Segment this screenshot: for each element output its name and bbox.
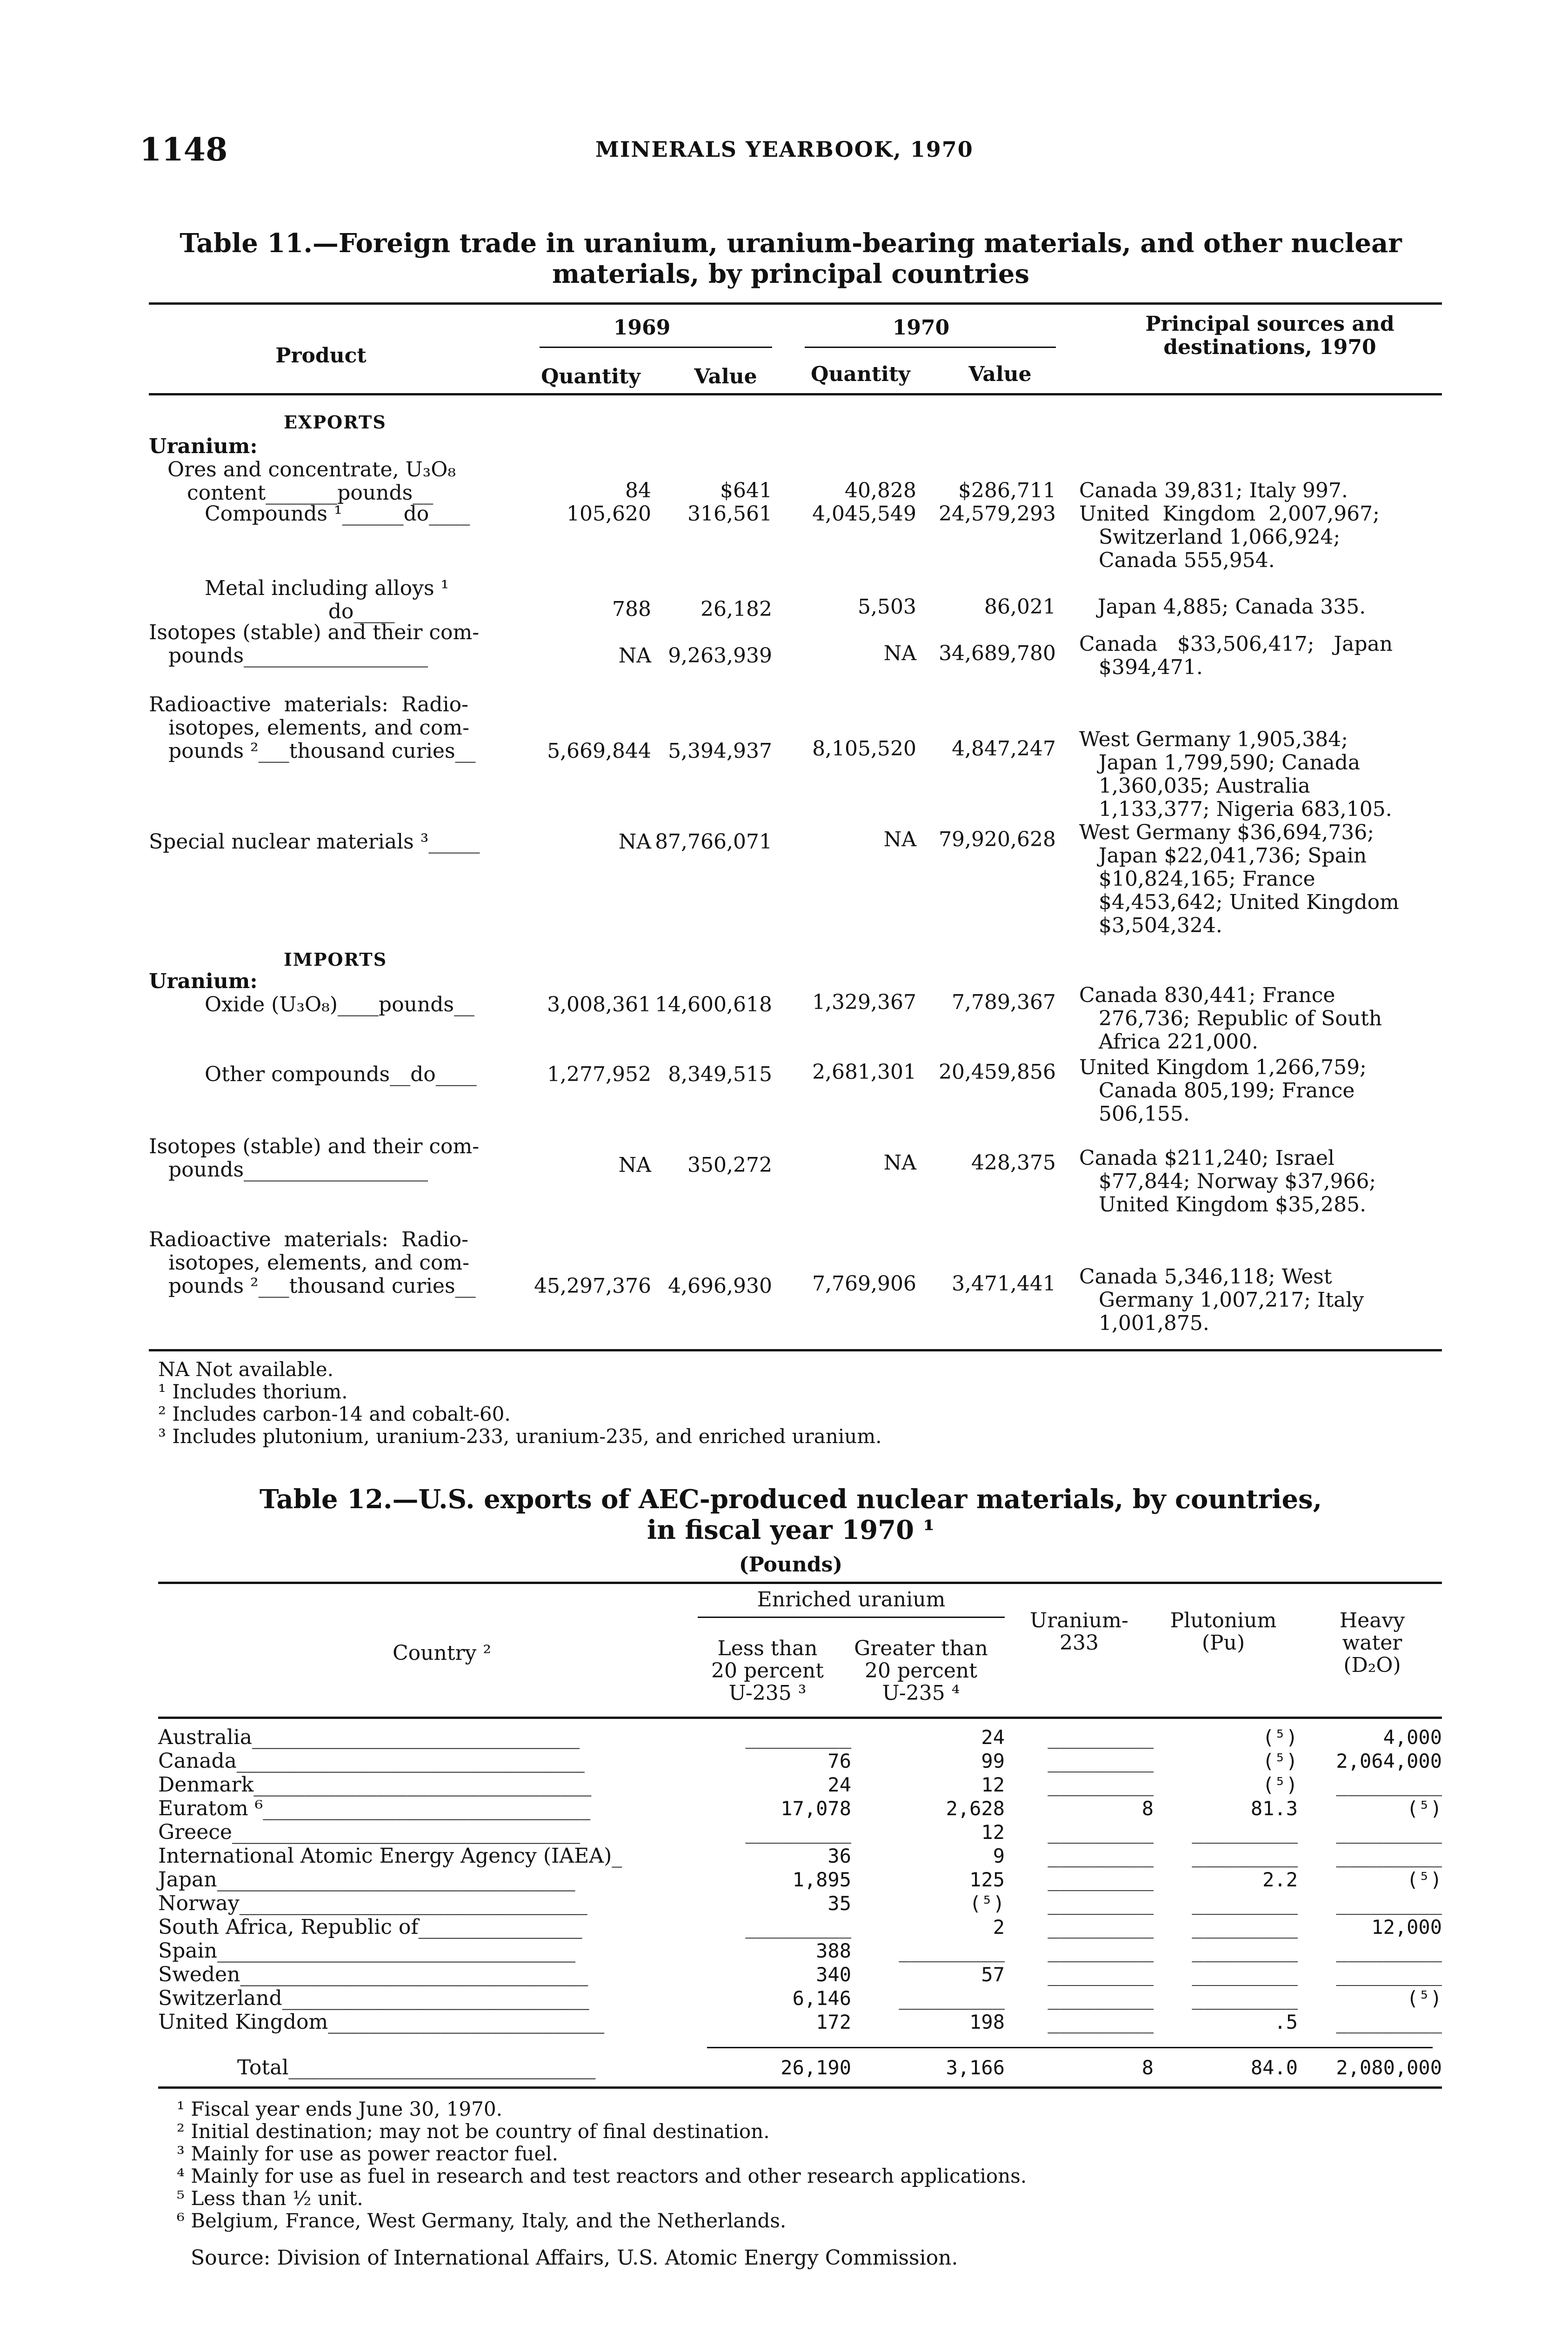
- table12-col-greater-than: Greater than 20 percent U-235 ⁴: [854, 1637, 988, 1705]
- table11-col-value-1970: Value: [968, 362, 1032, 386]
- plutonium: _________: [1192, 1845, 1298, 1867]
- value-1970: 428,375: [971, 1151, 1056, 1175]
- value-1969: 5,394,937: [668, 739, 772, 763]
- footnote: ³ Mainly for use as power reactor fuel.: [177, 2142, 558, 2165]
- greater-than-20-percent: 198: [969, 2011, 1005, 2033]
- row-label: Isotopes (stable) and their com- pounds__________________: [149, 1135, 480, 1182]
- row-label: Radioactive materials: Radio- isotopes, elements, and com- pounds ²___thousand curies__: [149, 1228, 476, 1298]
- plutonium: _________: [1192, 1821, 1298, 1844]
- heavy-water: _________: [1336, 1845, 1442, 1867]
- less-than-20-percent: 35: [827, 1892, 851, 1915]
- plutonium: _________: [1192, 1892, 1298, 1915]
- value-1970: 24,579,293: [939, 502, 1056, 526]
- less-than-20-percent: 1,895: [792, 1868, 851, 1891]
- row-label: Radioactive materials: Radio- isotopes, elements, and com- pounds ²___thousand curies__: [149, 693, 476, 763]
- uranium-233: _________: [1048, 1916, 1154, 1938]
- heavy-water: (⁵): [1407, 1868, 1442, 1891]
- principal-destinations: Canada $211,240; Israel $77,844; Norway $37,966; United Kingdom $35,285.: [1079, 1146, 1376, 1216]
- quantity-1970: NA: [883, 828, 916, 851]
- less-than-20-percent: 172: [816, 2011, 851, 2033]
- quantity-1969: 105,620: [567, 502, 651, 526]
- table12-top-rule: [158, 1582, 1442, 1584]
- page-number: 1148: [140, 131, 228, 168]
- principal-destinations: Canada $33,506,417; Japan $394,471.: [1079, 632, 1393, 679]
- total-plutonium: 84.0: [1250, 2056, 1298, 2079]
- table12-header-rule: [158, 1717, 1442, 1719]
- table11-col-value-1969: Value: [694, 365, 757, 388]
- footnote: ⁶ Belgium, France, West Germany, Italy, and the Netherlands.: [177, 2209, 787, 2232]
- footnote: NA Not available.: [158, 1358, 334, 1381]
- running-head: MINERALS YEARBOOK, 1970: [595, 137, 974, 162]
- uranium-233: _________: [1048, 1987, 1154, 2010]
- table11-imports-label: IMPORTS: [284, 949, 387, 970]
- table11-uranium-label-imports: Uranium:: [149, 969, 258, 993]
- quantity-1970: 5,503: [858, 595, 916, 619]
- table12-footnotes: [177, 2098, 1027, 2232]
- page-header: [140, 131, 1442, 173]
- less-than-20-percent: 76: [827, 1750, 851, 1772]
- less-than-20-percent: 36: [827, 1845, 851, 1867]
- country-label: Denmark_________________________________: [158, 1773, 592, 1797]
- value-1969: 87,766,071: [655, 830, 772, 854]
- row-label: Other compounds__do____: [205, 1063, 477, 1086]
- less-than-20-percent: _________: [745, 1821, 851, 1844]
- footnote: ² Includes carbon-14 and cobalt-60.: [158, 1403, 511, 1425]
- quantity-1969: NA: [618, 644, 651, 668]
- quantity-1969: 84: [625, 479, 651, 502]
- footnote: ¹ Fiscal year ends June 30, 1970.: [177, 2098, 502, 2120]
- greater-than-20-percent: 12: [981, 1773, 1005, 1796]
- table12-col-country: Country ²: [392, 1641, 492, 1665]
- uranium-233: _________: [1048, 1845, 1154, 1867]
- table12-total-rule: [707, 2047, 1433, 2048]
- country-label: United Kingdom___________________________: [158, 2010, 605, 2034]
- greater-than-20-percent: _________: [899, 1939, 1005, 1962]
- less-than-20-percent: 340: [816, 1963, 851, 1986]
- value-1969: 316,561: [687, 502, 772, 526]
- total-less-than: 26,190: [781, 2056, 851, 2079]
- table11-footnotes: [158, 1358, 882, 1448]
- value-1970: 20,459,856: [939, 1060, 1056, 1084]
- principal-destinations: West Germany $36,694,736; Japan $22,041,736; Spain $10,824,165; France $4,453,642; United Kingdom $3,504,324.: [1079, 821, 1399, 937]
- table12-source: Source: Division of International Affairs, U.S. Atomic Energy Commission.: [191, 2246, 958, 2270]
- heavy-water: 2,064,000: [1336, 1750, 1442, 1772]
- row-label: Oxide (U₃O₈)____pounds__: [205, 993, 474, 1016]
- principal-destinations: Canada 5,346,118; West Germany 1,007,217; Italy 1,001,875.: [1079, 1265, 1364, 1335]
- footnote: ⁵ Less than ½ unit.: [177, 2187, 363, 2210]
- country-label: South Africa, Republic of________________: [158, 1915, 582, 1939]
- heavy-water: _________: [1336, 1963, 1442, 1986]
- table12-col-u233: Uranium- 233: [1030, 1609, 1128, 1655]
- value-1969: 4,696,930: [668, 1274, 772, 1298]
- plutonium: 2.2: [1262, 1868, 1298, 1891]
- table12-title-line1: Table 12.—U.S. exports of AEC-produced nuclear materials, by countries,: [259, 1484, 1322, 1515]
- value-1970: 79,920,628: [939, 828, 1056, 851]
- country-label: Sweden__________________________________: [158, 1963, 588, 1986]
- table12-title-line2: in fiscal year 1970 ¹: [647, 1515, 935, 1545]
- principal-destinations: Canada 39,831; Italy 997.: [1079, 479, 1348, 502]
- row-label: Compounds ¹______do____: [205, 502, 470, 526]
- country-label: Japan___________________________________: [158, 1868, 575, 1892]
- table12-col-plutonium: Plutonium (Pu): [1170, 1609, 1277, 1655]
- value-1970: 7,789,367: [952, 990, 1056, 1014]
- table11-uranium-label-exports: Uranium:: [149, 434, 258, 458]
- country-label: Spain___________________________________: [158, 1939, 575, 1963]
- plutonium: _________: [1192, 1939, 1298, 1962]
- quantity-1969: 1,277,952: [547, 1063, 651, 1086]
- country-label: Switzerland______________________________: [158, 1986, 589, 2010]
- uranium-233: 8: [1141, 1797, 1154, 1820]
- value-1970: 86,021: [984, 595, 1056, 619]
- less-than-20-percent: 17,078: [781, 1797, 851, 1820]
- table11-title-line2: materials, by principal countries: [552, 259, 1029, 289]
- greater-than-20-percent: 125: [969, 1868, 1005, 1891]
- table12-bottom-rule: [158, 2086, 1442, 2089]
- country-label: International Atomic Energy Agency (IAEA)_: [158, 1844, 622, 1868]
- row-label: Ores and concentrate, U₃O₈ content_______pounds__: [167, 458, 456, 505]
- greater-than-20-percent: 2: [993, 1916, 1005, 1938]
- quantity-1969: NA: [618, 1153, 651, 1177]
- heavy-water: (⁵): [1407, 1797, 1442, 1820]
- uranium-233: _________: [1048, 1939, 1154, 1962]
- row-label: Metal including alloys ¹ do____: [205, 576, 449, 623]
- table11-title-line1: Table 11.—Foreign trade in uranium, uranium-bearing materials, and other nuclear: [180, 228, 1402, 259]
- less-than-20-percent: _________: [745, 1916, 851, 1938]
- heavy-water: _________: [1336, 1821, 1442, 1844]
- uranium-233: _________: [1048, 1892, 1154, 1915]
- principal-destinations: United Kingdom 2,007,967; Switzerland 1,066,924; Canada 555,954.: [1079, 502, 1380, 572]
- table11-title: [140, 228, 1442, 289]
- quantity-1970: 40,828: [845, 479, 916, 502]
- plutonium: _________: [1192, 1987, 1298, 2010]
- value-1970: 34,689,780: [939, 642, 1056, 665]
- country-label: Greece__________________________________: [158, 1820, 580, 1844]
- table11-bottom-rule: [149, 1349, 1442, 1351]
- value-1970: 3,471,441: [952, 1272, 1056, 1296]
- quantity-1970: NA: [883, 642, 916, 665]
- heavy-water: _________: [1336, 1939, 1442, 1962]
- table12-enriched-rule: [698, 1617, 1005, 1618]
- country-label: Euratom ⁶________________________________: [158, 1797, 591, 1820]
- row-label: Isotopes (stable) and their com- pounds__________________: [149, 621, 480, 668]
- greater-than-20-percent: _________: [899, 1987, 1005, 2010]
- greater-than-20-percent: 57: [981, 1963, 1005, 1986]
- country-label: Norway__________________________________: [158, 1892, 587, 1915]
- uranium-233: _________: [1048, 1963, 1154, 1986]
- table11-col-product: Product: [275, 344, 367, 368]
- quantity-1969: 45,297,376: [534, 1274, 651, 1298]
- value-1969: 9,263,939: [668, 644, 772, 668]
- row-label: Special nuclear materials ³_____: [149, 830, 480, 854]
- principal-destinations: United Kingdom 1,266,759; Canada 805,199; France 506,155.: [1079, 1056, 1367, 1126]
- table11-col-1970: 1970: [892, 316, 950, 340]
- quantity-1970: 7,769,906: [812, 1272, 916, 1296]
- principal-destinations: Japan 4,885; Canada 335.: [1098, 595, 1366, 619]
- value-1970: $286,711: [958, 479, 1056, 502]
- plutonium: (⁵): [1262, 1773, 1298, 1796]
- country-label: Australia________________________________: [158, 1725, 580, 1749]
- value-1969: 350,272: [687, 1153, 772, 1177]
- table12-col-heavy-water: Heavy water (D₂O): [1339, 1609, 1405, 1677]
- less-than-20-percent: 388: [816, 1939, 851, 1962]
- value-1969: 14,600,618: [655, 993, 772, 1016]
- table11-col-1969: 1969: [613, 316, 671, 340]
- total-heavy-water: 2,080,000: [1336, 2056, 1442, 2079]
- footnote: ³ Includes plutonium, uranium-233, uranium-235, and enriched uranium.: [158, 1425, 882, 1448]
- principal-destinations: West Germany 1,905,384; Japan 1,799,590; Canada 1,360,035; Australia 1,133,377; Nigeria 683,105.: [1079, 728, 1392, 821]
- heavy-water: 12,000: [1371, 1916, 1442, 1938]
- plutonium: _________: [1192, 1963, 1298, 1986]
- quantity-1969: 788: [612, 597, 651, 621]
- uranium-233: _________: [1048, 1868, 1154, 1891]
- footnote: ⁴ Mainly for use as fuel in research and test reactors and other research applications.: [177, 2165, 1027, 2187]
- plutonium: _________: [1192, 1916, 1298, 1938]
- uranium-233: _________: [1048, 1726, 1154, 1749]
- heavy-water: 4,000: [1383, 1726, 1442, 1749]
- country-label: Canada__________________________________: [158, 1749, 585, 1773]
- quantity-1970: 8,105,520: [812, 737, 916, 761]
- value-1969: 26,182: [701, 597, 772, 621]
- total-greater-than: 3,166: [946, 2056, 1005, 2079]
- table11-1970-rule: [805, 347, 1056, 348]
- table11-col-principal: Principal sources and destinations, 1970: [1145, 312, 1395, 359]
- heavy-water: _________: [1336, 1773, 1442, 1796]
- plutonium: .5: [1274, 2011, 1298, 2033]
- heavy-water: (⁵): [1407, 1987, 1442, 2010]
- greater-than-20-percent: 24: [981, 1726, 1005, 1749]
- plutonium: (⁵): [1262, 1726, 1298, 1749]
- table12-unit: (Pounds): [739, 1553, 843, 1577]
- table11-header-rule: [149, 393, 1442, 395]
- table11-exports-label: EXPORTS: [284, 412, 387, 433]
- heavy-water: _________: [1336, 1892, 1442, 1915]
- plutonium: (⁵): [1262, 1750, 1298, 1772]
- total-u233: 8: [1141, 2056, 1154, 2079]
- quantity-1969: 3,008,361: [547, 993, 651, 1016]
- table12-col-enriched: Enriched uranium: [757, 1588, 946, 1611]
- less-than-20-percent: 6,146: [792, 1987, 851, 2010]
- quantity-1969: NA: [618, 830, 651, 854]
- uranium-233: _________: [1048, 1750, 1154, 1772]
- total-label: Total______________________________: [237, 2056, 596, 2079]
- footnote: ² Initial destination; may not be country of final destination.: [177, 2120, 770, 2143]
- greater-than-20-percent: 2,628: [946, 1797, 1005, 1820]
- table12-col-less-than: Less than 20 percent U-235 ³: [711, 1637, 824, 1705]
- less-than-20-percent: 24: [827, 1773, 851, 1796]
- greater-than-20-percent: 12: [981, 1821, 1005, 1844]
- table12-title: [140, 1484, 1442, 1545]
- greater-than-20-percent: (⁵): [969, 1892, 1005, 1915]
- quantity-1970: 4,045,549: [812, 502, 916, 526]
- greater-than-20-percent: 99: [981, 1750, 1005, 1772]
- quantity-1970: 2,681,301: [812, 1060, 916, 1084]
- table11-top-rule: [149, 302, 1442, 305]
- quantity-1970: NA: [883, 1151, 916, 1175]
- value-1970: 4,847,247: [952, 737, 1056, 761]
- plutonium: 81.3: [1250, 1797, 1298, 1820]
- table11-col-quantity-1969: Quantity: [541, 365, 641, 388]
- quantity-1969: 5,669,844: [547, 739, 651, 763]
- footnote: ¹ Includes thorium.: [158, 1380, 348, 1403]
- value-1969: $641: [720, 479, 772, 502]
- uranium-233: _________: [1048, 2011, 1154, 2033]
- table11-col-quantity-1970: Quantity: [811, 362, 910, 386]
- table11-1969-rule: [540, 347, 772, 348]
- quantity-1970: 1,329,367: [812, 990, 916, 1014]
- uranium-233: _________: [1048, 1821, 1154, 1844]
- heavy-water: _________: [1336, 2011, 1442, 2033]
- uranium-233: _________: [1048, 1773, 1154, 1796]
- value-1969: 8,349,515: [668, 1063, 772, 1086]
- less-than-20-percent: _________: [745, 1726, 851, 1749]
- principal-destinations: Canada 830,441; France 276,736; Republic of South Africa 221,000.: [1079, 983, 1382, 1054]
- greater-than-20-percent: 9: [993, 1845, 1005, 1867]
